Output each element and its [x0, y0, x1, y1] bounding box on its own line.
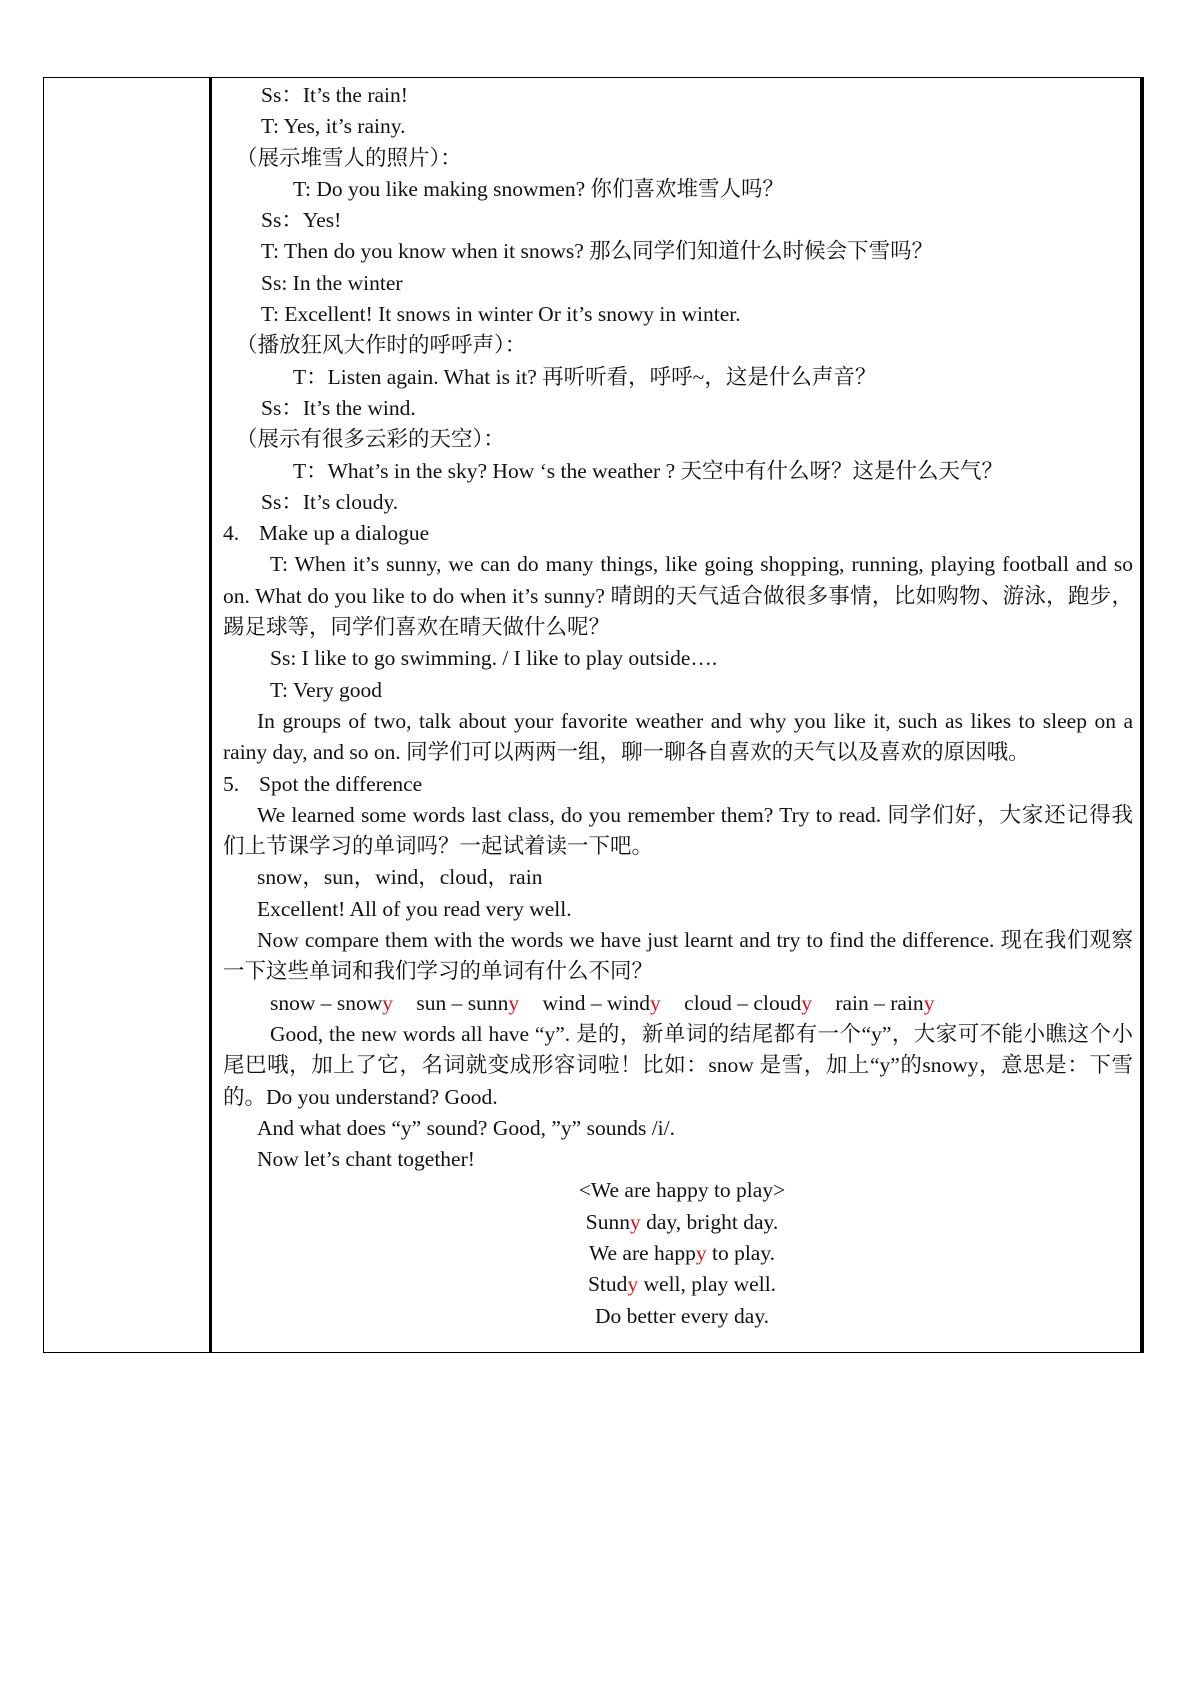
section-heading-5 — [223, 769, 1133, 800]
section-title: Make up a dialogue — [259, 521, 430, 546]
paragraph — [223, 1019, 1133, 1113]
chant-intro: Now let’s chant together! — [257, 1147, 475, 1172]
paragraph — [223, 800, 1133, 863]
word-pair: rain – rainy — [835, 990, 935, 1015]
paragraph-text: Good, the new words all have “y”. 是的，新单词的结尾都有一个“y”，大家可不能小瞧这个小尾巴哦，加上了它，名词就变成形容词啦！比如：snow 是雪，加上“y”的snowy，意思是：下雪的。Do you understand? Good. — [223, 1021, 1133, 1109]
dialogue-line: T: Very good — [270, 677, 382, 702]
paragraph — [223, 549, 1133, 643]
dialogue-line: Ss：Yes! — [261, 208, 342, 233]
section-heading-4 — [223, 518, 1133, 549]
praise-line: Excellent! All of you read very well. — [257, 896, 572, 921]
word-pair: wind – windy — [542, 990, 661, 1015]
chant-line: Do better every day. — [594, 1303, 770, 1328]
chant-line: Study well, play well. — [587, 1272, 777, 1297]
paragraph-text: T: When it’s sunny, we can do many things, like going shopping, running, playing football and so on. What do you like to do when it’s sunny? 晴朗的天气适合做很多事情，比如购物、游泳，跑步，踢足球等，同学们喜欢在晴天做什么呢？ — [223, 552, 1133, 640]
dialogue-line: Ss：It’s the wind. — [261, 395, 416, 420]
word-pair: snow – snowy — [270, 990, 394, 1015]
dialogue-line: Ss: In the winter — [261, 270, 403, 295]
dialogue-line: Ss: I like to go swimming. / I like to play outside…. — [270, 646, 718, 671]
dialogue-line: T：Listen again. What is it? 再听听看，呼呼~，这是什么声音？ — [293, 364, 877, 389]
paragraph — [223, 925, 1133, 988]
right-border — [1140, 77, 1143, 1353]
column-divider — [209, 77, 212, 1353]
dialogue-line: T：What’s in the sky? How ‘s the weather ? 天空中有什么呀？这是什么天气？ — [293, 458, 1003, 483]
dialogue-line: T: Excellent! It snows in winter Or it’s snowy in winter. — [261, 302, 741, 327]
dialogue-line: T: Yes, it’s rainy. — [261, 114, 406, 139]
dialogue-line: T: Do you like making snowmen? 你们喜欢堆雪人吗？ — [293, 176, 784, 201]
chant-line: We are happy to play. — [588, 1240, 776, 1265]
section-number: 4. — [223, 521, 240, 546]
word-pair: cloud – cloudy — [684, 990, 812, 1015]
paragraph-text: We learned some words last class, do you remember them? Try to read. 同学们好，大家还记得我们上节课学习的单词吗？一起试着读一下吧。 — [223, 802, 1133, 859]
chant-title: <We are happy to play> — [578, 1178, 786, 1203]
paragraph — [223, 706, 1133, 769]
section-number: 5. — [223, 771, 240, 796]
dialogue-line: Ss：It’s cloudy. — [261, 489, 399, 514]
stage-direction: （播放狂风大作时的呼呼声）： — [236, 333, 527, 358]
word-pair: sun – sunny — [416, 990, 520, 1015]
chant-line: Sunny day, bright day. — [585, 1209, 779, 1234]
lesson-content — [223, 80, 1133, 1332]
sound-line: And what does “y” sound? Good, ”y” sounds /i/. — [257, 1115, 675, 1140]
dialogue-line: T: Then do you know when it snows? 那么同学们知道什么时候会下雪吗？ — [261, 239, 934, 264]
word-pairs — [223, 988, 1133, 1019]
paragraph-text: In groups of two, talk about your favorite weather and why you like it, such as likes to sleep on a rainy day, and so on. 同学们可以两两一组，聊一聊各自喜欢的天气以及喜欢的原因哦。 — [223, 708, 1133, 765]
word-list: snow，sun，wind，cloud，rain — [257, 865, 543, 890]
section-title: Spot the difference — [259, 771, 423, 796]
stage-direction: （展示堆雪人的照片）： — [236, 145, 462, 170]
paragraph-text: Now compare them with the words we have just learnt and try to find the difference. 现在我们观察一下这些单词和我们学习的单词有什么不同？ — [223, 928, 1133, 984]
dialogue-line: Ss：It’s the rain! — [261, 83, 408, 107]
stage-direction: （展示有很多云彩的天空）： — [236, 427, 505, 452]
